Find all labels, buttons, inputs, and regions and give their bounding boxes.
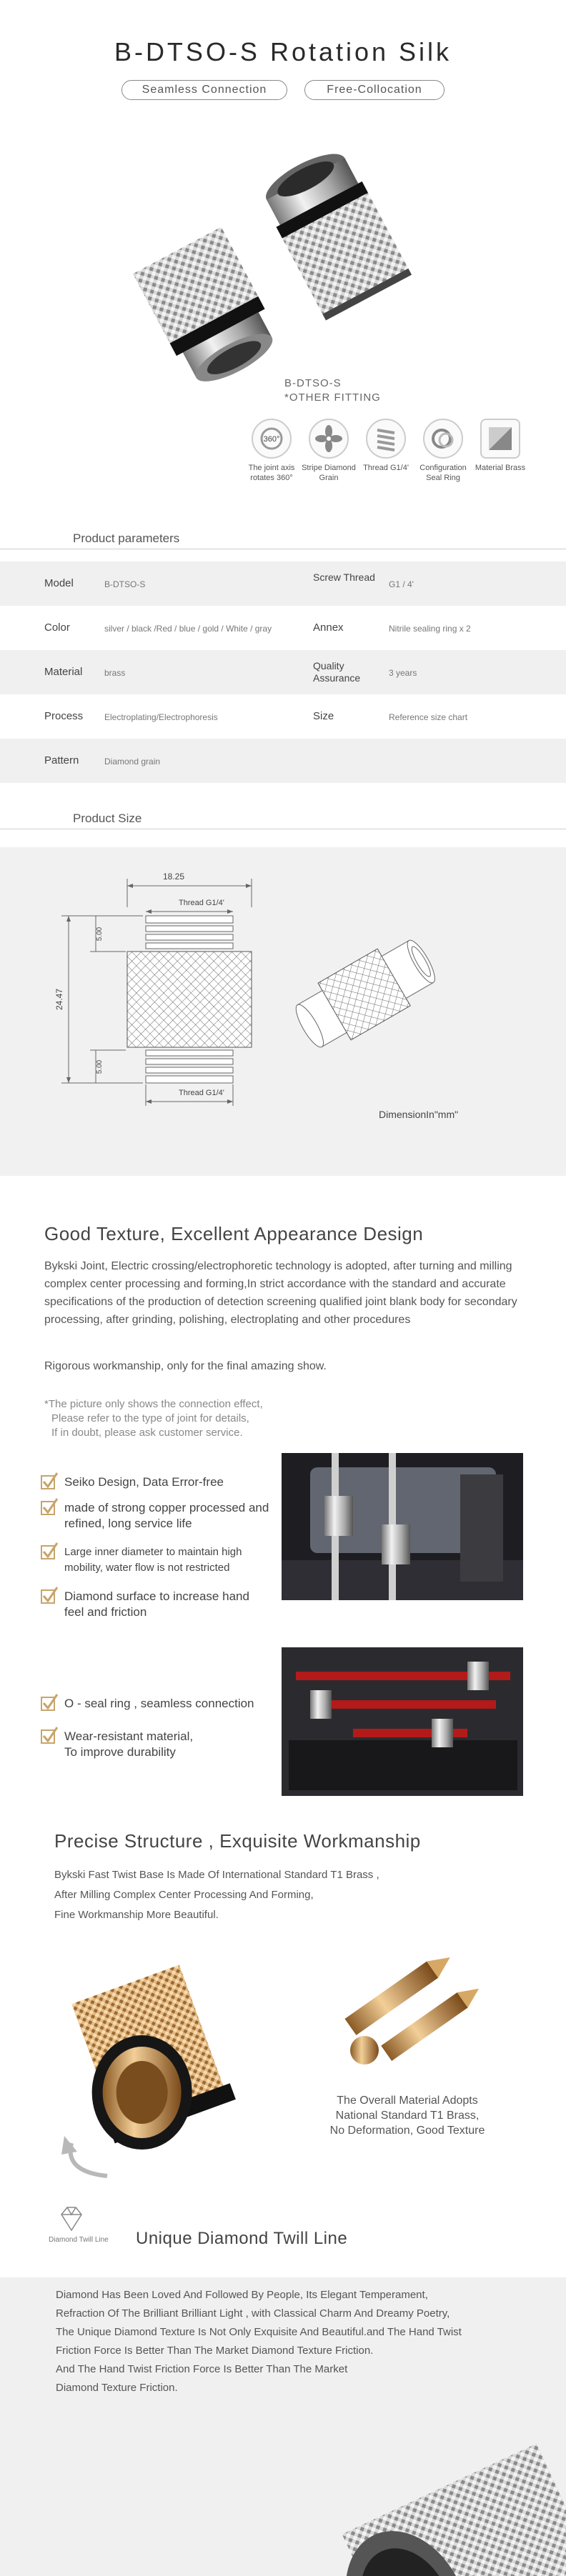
dim-bottom-offset: 5.00 xyxy=(96,1059,104,1074)
brass-rod-image xyxy=(322,1936,500,2079)
gold-fitting-image xyxy=(43,1950,272,2186)
params-heading: Product parameters xyxy=(73,531,180,545)
material-icon xyxy=(480,419,520,459)
dim-width: 18.25 xyxy=(163,872,185,882)
check-icon xyxy=(37,1542,59,1560)
check-icon xyxy=(37,1586,59,1604)
diamond-paragraph: Diamond Has Been Loved And Followed By People, Its Elegant Temperament, Refraction Of The Brilliant Brilliant Light , with Classical Charm And Dreamy Poetry, The Unique Diamond Texture Is Not Only Exquisite And Beautiful.and The Hand Twist Friction Force Is Better Than The Market Diamond Texture Friction. And The Hand Twist Friction Force Is Better Than The Market Diamond Texture Friction. xyxy=(56,2289,462,2394)
texture-tagline: Rigorous workmanship, only for the final amazing show. xyxy=(44,1360,327,1372)
feature-row xyxy=(243,419,529,511)
size-diagram-panel xyxy=(0,847,566,1176)
seal-ring-icon xyxy=(423,419,463,459)
material-caption: The Overall Material Adopts National Standard T1 Brass, No Deformation, Good Texture xyxy=(329,2095,485,2137)
check-icon xyxy=(37,1497,59,1516)
page-title: B-DTSO-S Rotation Silk xyxy=(114,37,452,66)
texture-note-3: If in doubt, please ask customer service. xyxy=(51,1427,243,1439)
other-fitting-label: *OTHER FITTING xyxy=(284,391,381,404)
hero-product-image xyxy=(100,129,472,393)
dimension-note: DimensionIn"mm" xyxy=(379,1109,459,1120)
texture-paragraph: Bykski Joint, Electric crossing/electrophoretic technology is adopted, after turning and milling complex center processing and forming,In strict accordance with the standard and accurate specifications of the production of detection screening qualified joint blank body for secondary processing, after grinding, polishing, electroplating and other procedures xyxy=(44,1260,517,1326)
texture-note-2: Please refer to the type of joint for details, xyxy=(51,1412,249,1424)
structure-para-2: After Milling Complex Center Processing And Forming, xyxy=(54,1889,314,1901)
list-item: O - seal ring , seamless connection xyxy=(64,1697,254,1710)
list-item: Large inner diameter to maintain high mobility, water flow is not restricted xyxy=(64,1546,242,1574)
structure-para-3: Fine Workmanship More Beautiful. xyxy=(54,1909,219,1921)
dim-thread-bottom: Thread G1/4' xyxy=(179,1089,224,1097)
installation-photo-2 xyxy=(282,1647,523,1796)
tag-seamless: Seamless Connection xyxy=(121,80,287,100)
diamond-closeup-image xyxy=(280,2420,566,2576)
texture-heading: Good Texture, Excellent Appearance Design xyxy=(44,1223,424,1244)
feature-rotate: 360° The joint axis rotates 360° xyxy=(252,419,292,459)
tag-free-collocation: Free-Collocation xyxy=(304,80,445,100)
dim-height: 24.47 xyxy=(54,988,65,1011)
param-row: Model B-DTSO-S Screw Thread G1 / 4' xyxy=(0,561,566,606)
texture-note-1: *The picture only shows the connection effect, xyxy=(44,1398,263,1410)
diamond-panel xyxy=(0,2277,566,2576)
param-row: Process Electroplating/Electrophoresis Size Reference size chart xyxy=(44,710,468,722)
diamond-logo-text: Diamond Twill Line xyxy=(49,2236,109,2244)
list-item: Seiko Design, Data Error-free xyxy=(64,1475,224,1489)
param-row: Color silver / black /Red / blue / gold / White / gray Annex Nitrile sealing ring x 2 xyxy=(44,621,471,634)
list-item: Diamond surface to increase hand feel and friction xyxy=(64,1589,249,1619)
diamond-icon xyxy=(57,2205,86,2233)
rotate-360-icon xyxy=(252,419,292,459)
check-icon xyxy=(37,1693,59,1712)
param-row: Pattern Diamond grain xyxy=(0,739,566,783)
param-row: Material brass Quality Assurance 3 years xyxy=(0,650,566,694)
size-heading: Product Size xyxy=(73,812,142,825)
dimension-drawing xyxy=(0,847,566,1176)
dim-top-offset: 5.00 xyxy=(96,927,104,942)
thread-icon xyxy=(366,419,406,459)
feature-thread: Thread G1/4' xyxy=(366,419,406,459)
feature-stripe: Stripe Diamond Grain xyxy=(309,419,349,459)
feature-seal: Configuration Seal Ring xyxy=(423,419,463,459)
diamond-heading: Unique Diamond Twill Line xyxy=(136,2229,348,2248)
dim-thread-top: Thread G1/4' xyxy=(179,899,224,907)
check-icon xyxy=(37,1472,59,1490)
feature-material: Material Brass xyxy=(480,419,520,459)
check-icon xyxy=(37,1726,59,1744)
structure-heading: Precise Structure , Exquisite Workmanship xyxy=(54,1830,421,1852)
pinwheel-icon xyxy=(309,419,349,459)
installation-photo-1 xyxy=(282,1453,523,1600)
model-label: B-DTSO-S xyxy=(284,377,342,389)
list-item: made of strong copper processed and refined, long service life xyxy=(64,1501,269,1530)
list-item: Wear-resistant material, To improve durability xyxy=(64,1729,194,1759)
structure-para-1: Bykski Fast Twist Base Is Made Of International Standard T1 Brass , xyxy=(54,1869,379,1881)
svg-text:360°: 360° xyxy=(263,435,280,444)
